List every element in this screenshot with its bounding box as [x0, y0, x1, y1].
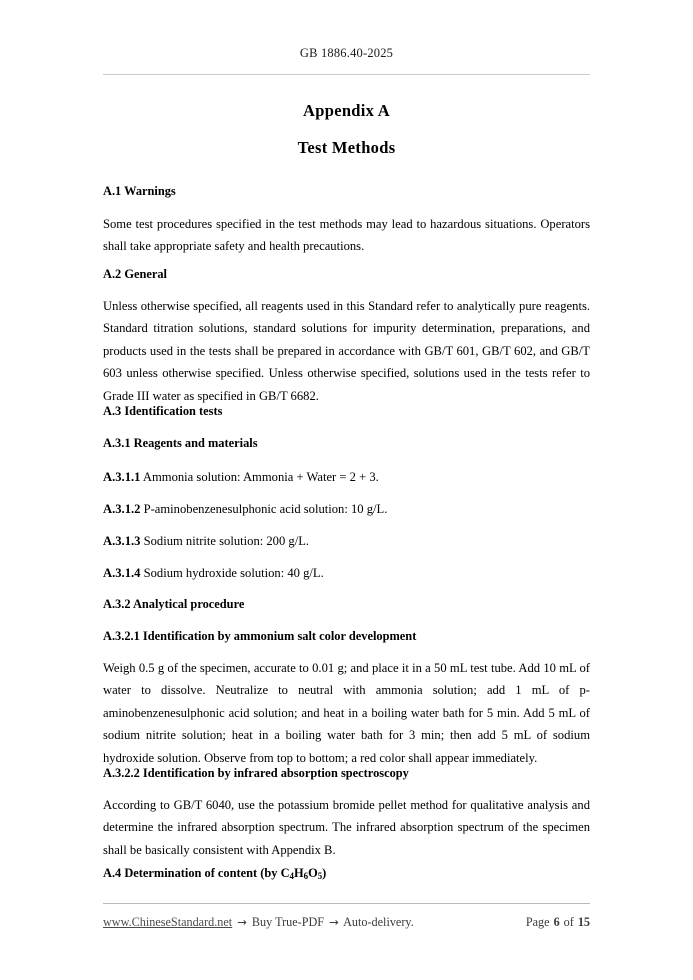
formula-subscript-oxygen: 5 — [317, 870, 323, 881]
reagent-item — [103, 469, 590, 487]
running-header: GB 1886.40-2025 — [299, 46, 394, 60]
heading-a4-suffix: ) — [322, 866, 327, 880]
arrow-right-icon: → — [237, 915, 247, 929]
total-page-number: 15 — [577, 915, 590, 929]
page-indicator — [526, 915, 590, 930]
reagent-number: A.3.1.2 — [103, 502, 141, 516]
page-footer — [103, 915, 590, 935]
footer-divider — [103, 903, 590, 904]
footer-promo-text-2: Auto-delivery. — [343, 915, 414, 929]
of-label: of — [563, 915, 574, 929]
heading-a4 — [103, 866, 590, 882]
header-divider — [103, 74, 590, 75]
formula-hydrogen: H — [293, 866, 304, 880]
reagent-number: A.3.1.4 — [103, 566, 141, 580]
footer-url-link[interactable]: www.ChineseStandard.net — [103, 915, 233, 929]
reagent-item — [103, 565, 590, 583]
reagent-text: Sodium nitrite solution: 200 g/L. — [143, 534, 310, 548]
reagent-item — [103, 501, 590, 519]
page-label: Page — [525, 915, 550, 929]
heading-a321: A.3.2.1 Identification by ammonium salt color development — [103, 629, 417, 643]
formula-subscript-carbon: 4 — [289, 870, 294, 881]
heading-a3: A.3 Identification tests — [103, 404, 223, 418]
heading-a4-prefix: A.4 Determination of content (by C — [103, 866, 290, 880]
appendix-title: Appendix A — [303, 101, 390, 120]
reagent-number: A.3.1.1 — [103, 470, 141, 484]
heading-a1: A.1 Warnings — [103, 184, 176, 198]
paragraph-a321: Weigh 0.5 g of the specimen, accurate to 0.01 g; and place it in a 50 mL test tube. Add 10 mL of water to dissolve. Neutralize to neutral with ammonia solution; add 1 mL of p-aminobenzenesulphonic acid solution; and heat in a boiling water bath for 5 min. Add 5 mL of sodium nitrite solution; heat in a boiling water bath for 3 min; then add 5 mL of sodium hydroxide solution. Observe from top to bottom; a red color shall appear immediately. — [103, 661, 590, 765]
reagent-text: P-aminobenzenesulphonic acid solution: 10 g/L. — [143, 502, 388, 516]
reagent-item — [103, 533, 590, 551]
reagent-text: Sodium hydroxide solution: 40 g/L. — [143, 566, 324, 580]
arrow-right-icon: → — [329, 915, 339, 929]
heading-a322: A.3.2.2 Identification by infrared absorption spectroscopy — [103, 766, 409, 780]
heading-a31: A.3.1 Reagents and materials — [103, 436, 258, 450]
paragraph-a1: Some test procedures specified in the test methods may lead to hazardous situations. Operators shall take appropriate safety and health precautions. — [103, 217, 590, 254]
heading-a2: A.2 General — [103, 267, 168, 281]
paragraph-a322: According to GB/T 6040, use the potassium bromide pellet method for qualitative analysis and determine the infrared absorption spectrum. The infrared absorption spectrum of the specimen shall be basically consistent with Appendix B. — [103, 798, 590, 857]
paragraph-a2: Unless otherwise specified, all reagents used in this Standard refer to analytically pure reagents. Standard titration solutions, standard solutions for impurity determination, preparations, and products used in the tests shall be prepared in accordance with GB/T 601, GB/T 602, and GB/T 603 unless otherwise specified. Unless otherwise specified, solutions used in the tests refer to Grade III water as specified in GB/T 6682. — [103, 299, 590, 403]
formula-subscript-hydrogen: 6 — [303, 870, 309, 881]
current-page-number: 6 — [553, 915, 560, 929]
formula-oxygen: O — [308, 866, 318, 880]
reagent-text: Ammonia solution: Ammonia + Water = 2 + 3. — [142, 470, 379, 484]
reagent-number: A.3.1.3 — [103, 534, 141, 548]
footer-promo — [103, 915, 414, 930]
document-title: Test Methods — [297, 138, 396, 157]
footer-promo-text-1: Buy True-PDF — [251, 915, 325, 929]
heading-a32: A.3.2 Analytical procedure — [103, 597, 245, 611]
